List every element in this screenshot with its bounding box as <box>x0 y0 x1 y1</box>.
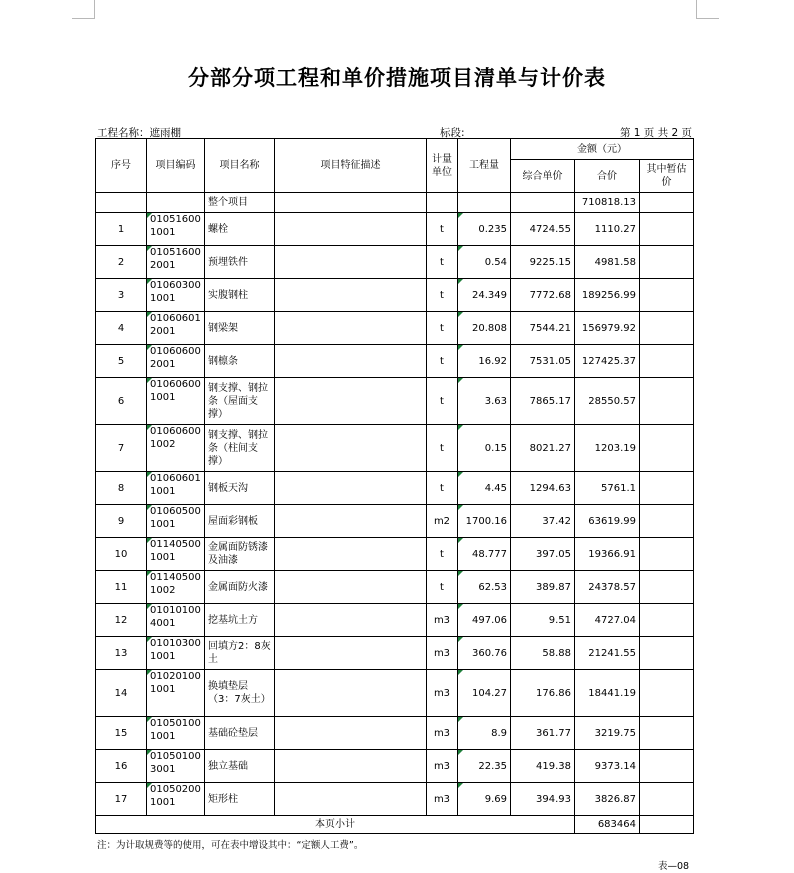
summary-total: 710818.13 <box>575 193 640 213</box>
row-unit: m3 <box>427 783 458 816</box>
row-provisional <box>640 312 694 345</box>
header-desc: 项目特征描述 <box>275 139 427 193</box>
row-desc <box>275 505 427 538</box>
row-provisional <box>640 378 694 425</box>
row-unit-price: 397.05 <box>511 538 575 571</box>
table-row <box>96 750 694 783</box>
row-desc <box>275 312 427 345</box>
row-name: 基础砼垫层 <box>205 717 275 750</box>
row-unit-price: 7531.05 <box>511 345 575 378</box>
row-desc <box>275 750 427 783</box>
row-code: 011405001002 <box>147 571 205 604</box>
row-provisional <box>640 670 694 717</box>
row-seq: 6 <box>96 378 147 425</box>
row-name: 螺栓 <box>205 213 275 246</box>
table-row <box>96 425 694 472</box>
row-unit-price: 7772.68 <box>511 279 575 312</box>
row-total: 156979.92 <box>575 312 640 345</box>
table-row <box>96 279 694 312</box>
row-qty: 48.777 <box>458 538 511 571</box>
row-seq: 9 <box>96 505 147 538</box>
row-seq: 8 <box>96 472 147 505</box>
row-unit: t <box>427 378 458 425</box>
row-qty: 4.45 <box>458 472 511 505</box>
row-total: 1110.27 <box>575 213 640 246</box>
row-desc <box>275 213 427 246</box>
row-total: 3826.87 <box>575 783 640 816</box>
row-provisional <box>640 783 694 816</box>
row-desc <box>275 637 427 670</box>
row-name: 钢板天沟 <box>205 472 275 505</box>
row-name: 屋面彩钢板 <box>205 505 275 538</box>
row-unit-price: 361.77 <box>511 717 575 750</box>
row-total: 63619.99 <box>575 505 640 538</box>
row-seq: 16 <box>96 750 147 783</box>
row-unit: m2 <box>427 505 458 538</box>
row-total: 3219.75 <box>575 717 640 750</box>
row-unit-price: 1294.63 <box>511 472 575 505</box>
row-seq: 4 <box>96 312 147 345</box>
row-code: 010606002001 <box>147 345 205 378</box>
subtotal-row <box>96 816 694 834</box>
row-provisional <box>640 345 694 378</box>
row-total: 5761.1 <box>575 472 640 505</box>
row-total: 1203.19 <box>575 425 640 472</box>
header-name: 项目名称 <box>205 139 275 193</box>
table-row <box>96 670 694 717</box>
table-row <box>96 604 694 637</box>
row-provisional <box>640 538 694 571</box>
row-name: 金属面防火漆 <box>205 571 275 604</box>
table-row <box>96 378 694 425</box>
row-unit-price: 394.93 <box>511 783 575 816</box>
row-seq: 14 <box>96 670 147 717</box>
row-code: 010606012001 <box>147 312 205 345</box>
row-seq: 17 <box>96 783 147 816</box>
row-unit-price: 419.38 <box>511 750 575 783</box>
row-seq: 3 <box>96 279 147 312</box>
row-name: 实腹钢柱 <box>205 279 275 312</box>
row-name: 挖基坑土方 <box>205 604 275 637</box>
table-row <box>96 717 694 750</box>
row-unit: m3 <box>427 717 458 750</box>
row-name: 预埋铁件 <box>205 246 275 279</box>
row-qty: 22.35 <box>458 750 511 783</box>
summary-row <box>96 193 694 213</box>
row-total: 4981.58 <box>575 246 640 279</box>
row-desc <box>275 604 427 637</box>
corner-mark-top-left <box>72 0 95 19</box>
row-qty: 3.63 <box>458 378 511 425</box>
row-unit: t <box>427 279 458 312</box>
table-row <box>96 783 694 816</box>
row-unit: m3 <box>427 750 458 783</box>
row-total: 18441.19 <box>575 670 640 717</box>
row-name: 独立基础 <box>205 750 275 783</box>
table-row <box>96 246 694 279</box>
header-total: 合价 <box>575 160 640 193</box>
row-unit-price: 58.88 <box>511 637 575 670</box>
row-qty: 0.54 <box>458 246 511 279</box>
header-amount: 金额（元） <box>511 139 694 160</box>
row-total: 4727.04 <box>575 604 640 637</box>
row-qty: 1700.16 <box>458 505 511 538</box>
row-code: 010606001001 <box>147 378 205 425</box>
table-row <box>96 213 694 246</box>
row-name: 回填方2：8灰土 <box>205 637 275 670</box>
row-unit-price: 8021.27 <box>511 425 575 472</box>
row-code: 010501003001 <box>147 750 205 783</box>
row-provisional <box>640 505 694 538</box>
row-name: 钢檩条 <box>205 345 275 378</box>
row-unit-price: 389.87 <box>511 571 575 604</box>
row-unit: t <box>427 538 458 571</box>
row-name: 换填垫层（3：7灰土） <box>205 670 275 717</box>
table-row <box>96 312 694 345</box>
row-qty: 62.53 <box>458 571 511 604</box>
row-code: 010502001001 <box>147 783 205 816</box>
row-name: 钢支撑、钢拉条（屋面支撑） <box>205 378 275 425</box>
row-total: 189256.99 <box>575 279 640 312</box>
row-seq: 10 <box>96 538 147 571</box>
row-total: 28550.57 <box>575 378 640 425</box>
row-provisional <box>640 425 694 472</box>
subtotal-total: 683464 <box>575 816 640 834</box>
page-indicator: 第 1 页 共 2 页 <box>619 127 692 139</box>
row-provisional <box>640 604 694 637</box>
row-unit: t <box>427 571 458 604</box>
row-total: 21241.55 <box>575 637 640 670</box>
row-desc <box>275 246 427 279</box>
row-provisional <box>640 279 694 312</box>
row-unit: t <box>427 345 458 378</box>
header-unit-price: 综合单价 <box>511 160 575 193</box>
row-provisional <box>640 472 694 505</box>
header-code: 项目编码 <box>147 139 205 193</box>
row-unit-price: 7544.21 <box>511 312 575 345</box>
row-provisional <box>640 213 694 246</box>
row-qty: 16.92 <box>458 345 511 378</box>
row-desc <box>275 783 427 816</box>
row-qty: 360.76 <box>458 637 511 670</box>
row-total: 9373.14 <box>575 750 640 783</box>
row-unit: t <box>427 246 458 279</box>
summary-name: 整个项目 <box>205 193 275 213</box>
row-unit-price: 176.86 <box>511 670 575 717</box>
header-seq: 序号 <box>96 139 147 193</box>
row-unit-price: 9.51 <box>511 604 575 637</box>
row-total: 24378.57 <box>575 571 640 604</box>
table-row <box>96 571 694 604</box>
table-row <box>96 472 694 505</box>
row-qty: 0.15 <box>458 425 511 472</box>
section-label: 标段: <box>440 127 465 139</box>
row-unit-price: 37.42 <box>511 505 575 538</box>
row-unit: m3 <box>427 604 458 637</box>
row-qty: 497.06 <box>458 604 511 637</box>
row-unit: t <box>427 213 458 246</box>
row-desc <box>275 279 427 312</box>
row-unit: m3 <box>427 637 458 670</box>
row-qty: 24.349 <box>458 279 511 312</box>
table-row <box>96 505 694 538</box>
row-provisional <box>640 637 694 670</box>
row-desc <box>275 571 427 604</box>
row-code: 010103001001 <box>147 637 205 670</box>
row-code: 010201001001 <box>147 670 205 717</box>
subtotal-label: 本页小计 <box>96 816 575 834</box>
row-total: 127425.37 <box>575 345 640 378</box>
row-seq: 12 <box>96 604 147 637</box>
row-name: 金属面防锈漆及油漆 <box>205 538 275 571</box>
row-desc <box>275 717 427 750</box>
pricing-table <box>95 138 694 834</box>
page-title: 分部分项工程和单价措施项目清单与计价表 <box>188 65 606 90</box>
row-seq: 1 <box>96 213 147 246</box>
row-code: 010516001001 <box>147 213 205 246</box>
header-qty: 工程量 <box>458 139 511 193</box>
row-provisional <box>640 717 694 750</box>
row-unit: t <box>427 472 458 505</box>
row-desc <box>275 538 427 571</box>
row-code: 010605001001 <box>147 505 205 538</box>
row-seq: 11 <box>96 571 147 604</box>
row-qty: 9.69 <box>458 783 511 816</box>
row-desc <box>275 345 427 378</box>
row-unit: t <box>427 312 458 345</box>
row-code: 010101004001 <box>147 604 205 637</box>
row-code: 010603001001 <box>147 279 205 312</box>
row-desc <box>275 670 427 717</box>
row-desc <box>275 378 427 425</box>
row-name: 钢支撑、钢拉条（柱间支撑） <box>205 425 275 472</box>
header-provisional: 其中暂估价 <box>640 160 694 193</box>
row-qty: 104.27 <box>458 670 511 717</box>
row-desc <box>275 425 427 472</box>
row-name: 矩形柱 <box>205 783 275 816</box>
row-provisional <box>640 750 694 783</box>
corner-mark-top-right <box>696 0 719 19</box>
form-number: 表—08 <box>658 861 690 872</box>
row-unit-price: 4724.55 <box>511 213 575 246</box>
row-code: 010606011001 <box>147 472 205 505</box>
row-unit-price: 7865.17 <box>511 378 575 425</box>
table-row <box>96 637 694 670</box>
row-unit: m3 <box>427 670 458 717</box>
row-code: 010606001002 <box>147 425 205 472</box>
row-unit-price: 9225.15 <box>511 246 575 279</box>
row-code: 010516002001 <box>147 246 205 279</box>
footnote: 注：为计取规费等的使用，可在表中增设其中：“定额人工费”。 <box>97 840 364 851</box>
row-total: 19366.91 <box>575 538 640 571</box>
row-name: 钢梁架 <box>205 312 275 345</box>
row-code: 011405001001 <box>147 538 205 571</box>
row-seq: 13 <box>96 637 147 670</box>
row-qty: 20.808 <box>458 312 511 345</box>
row-provisional <box>640 571 694 604</box>
row-seq: 2 <box>96 246 147 279</box>
row-unit: t <box>427 425 458 472</box>
row-seq: 7 <box>96 425 147 472</box>
row-desc <box>275 472 427 505</box>
row-seq: 5 <box>96 345 147 378</box>
row-qty: 0.235 <box>458 213 511 246</box>
table-row <box>96 345 694 378</box>
header-unit: 计量单位 <box>427 139 458 193</box>
row-provisional <box>640 246 694 279</box>
row-seq: 15 <box>96 717 147 750</box>
row-code: 010501001001 <box>147 717 205 750</box>
project-name: 工程名称：遮雨棚 <box>97 127 181 139</box>
row-qty: 8.9 <box>458 717 511 750</box>
table-row <box>96 538 694 571</box>
